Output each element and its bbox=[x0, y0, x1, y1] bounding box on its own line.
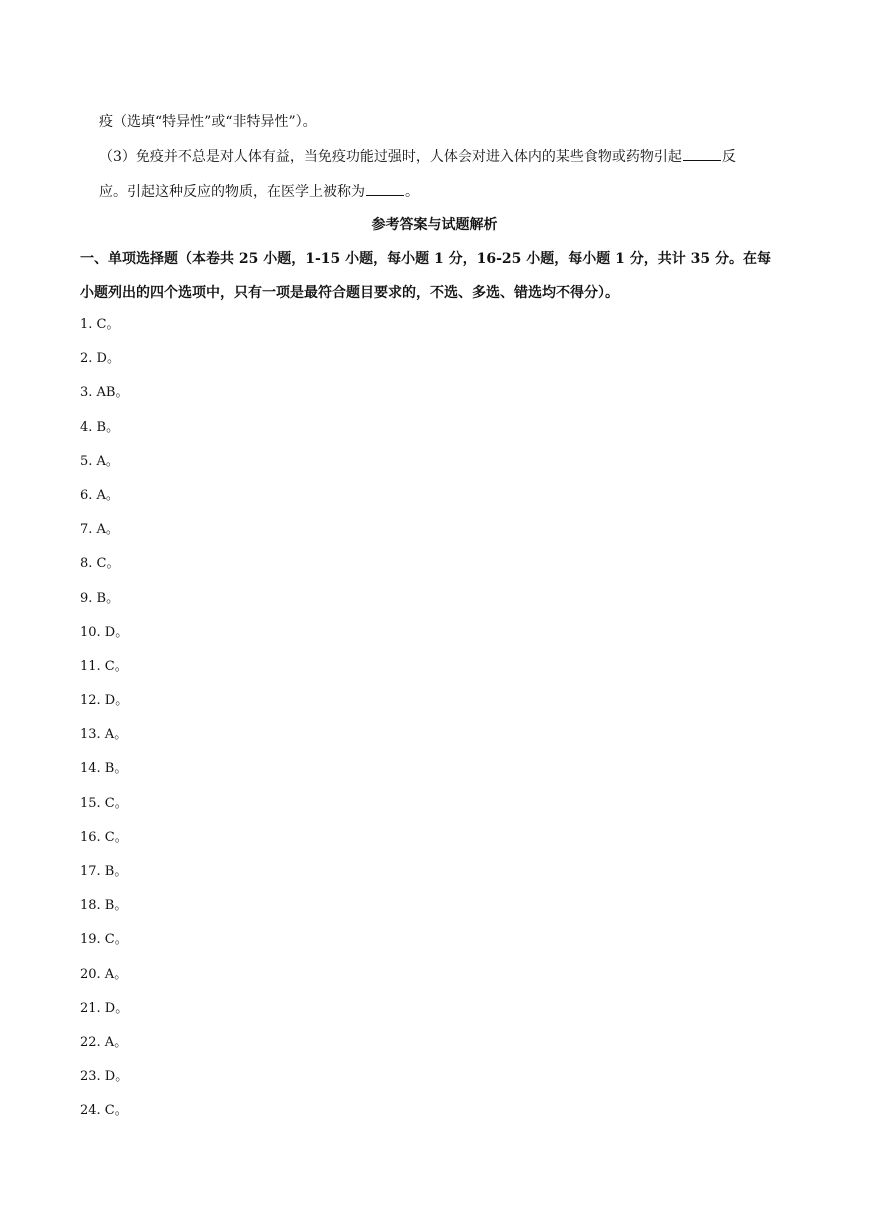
answer-item: 16. C。 bbox=[80, 829, 128, 845]
answer-item: 22. A。 bbox=[80, 1034, 128, 1050]
answer-item: 10. D。 bbox=[80, 624, 129, 640]
answer-item: 9. B。 bbox=[80, 590, 120, 606]
answer-item: 21. D。 bbox=[80, 1000, 129, 1016]
answer-item: 23. D。 bbox=[80, 1069, 129, 1085]
answer-section-title: 参考答案与试题解析 bbox=[371, 217, 498, 233]
question-text-line-2 bbox=[99, 146, 736, 167]
answer-item: 17. B。 bbox=[80, 864, 128, 879]
answer-item: 15. C。 bbox=[80, 795, 128, 811]
answer-item: 19. C。 bbox=[80, 932, 128, 948]
question-text-line-3-end: 。 bbox=[405, 184, 419, 200]
question-text-line-2-main: （3）免疫并不总是对人体有益，当免疫功能过强时，人体会对进入体内的某些食物或药物引起 bbox=[99, 149, 682, 165]
answer-item: 3. AB。 bbox=[80, 385, 129, 401]
answer-item: 8. C。 bbox=[80, 556, 120, 572]
answer-blank-1 bbox=[683, 146, 721, 161]
answer-item: 12. D。 bbox=[80, 693, 129, 709]
answer-item: 13. A。 bbox=[80, 727, 128, 743]
answer-item: 7. A。 bbox=[80, 522, 119, 538]
answer-blank-2 bbox=[366, 181, 404, 196]
question-text-line-2-end: 反 bbox=[721, 149, 736, 165]
question-text-line-1: 疫（选填“特异性”或“非特异性”）。 bbox=[99, 114, 317, 130]
question-text-line-3-main: 应。引起这种反应的物质，在医学上被称为 bbox=[99, 184, 365, 200]
answer-item: 6. A。 bbox=[80, 487, 119, 503]
answer-item: 5. A。 bbox=[80, 453, 119, 469]
answer-item: 18. B。 bbox=[80, 898, 128, 914]
answer-item: 2. D。 bbox=[80, 351, 120, 367]
question-text-line-3 bbox=[99, 181, 419, 202]
section-heading-line-2: 小题列出的四个选项中，只有一项是最符合题目要求的，不选、多选、错选均不得分）。 bbox=[80, 285, 619, 301]
answer-item: 24. C。 bbox=[80, 1103, 128, 1119]
section-heading-line-1: 一、单项选择题（本卷共 25 小题，1-15 小题，每小题 1 分，16-25 小题，每小题 1 分，共计 35 分。在每 bbox=[80, 251, 771, 267]
answer-item: 14. B。 bbox=[80, 761, 128, 777]
answer-list bbox=[80, 315, 128, 1136]
answer-item: 4. B。 bbox=[80, 419, 120, 435]
answer-item: 1. C。 bbox=[80, 317, 120, 332]
answer-item: 20. A。 bbox=[80, 966, 128, 982]
answer-item: 11. C。 bbox=[80, 658, 128, 674]
